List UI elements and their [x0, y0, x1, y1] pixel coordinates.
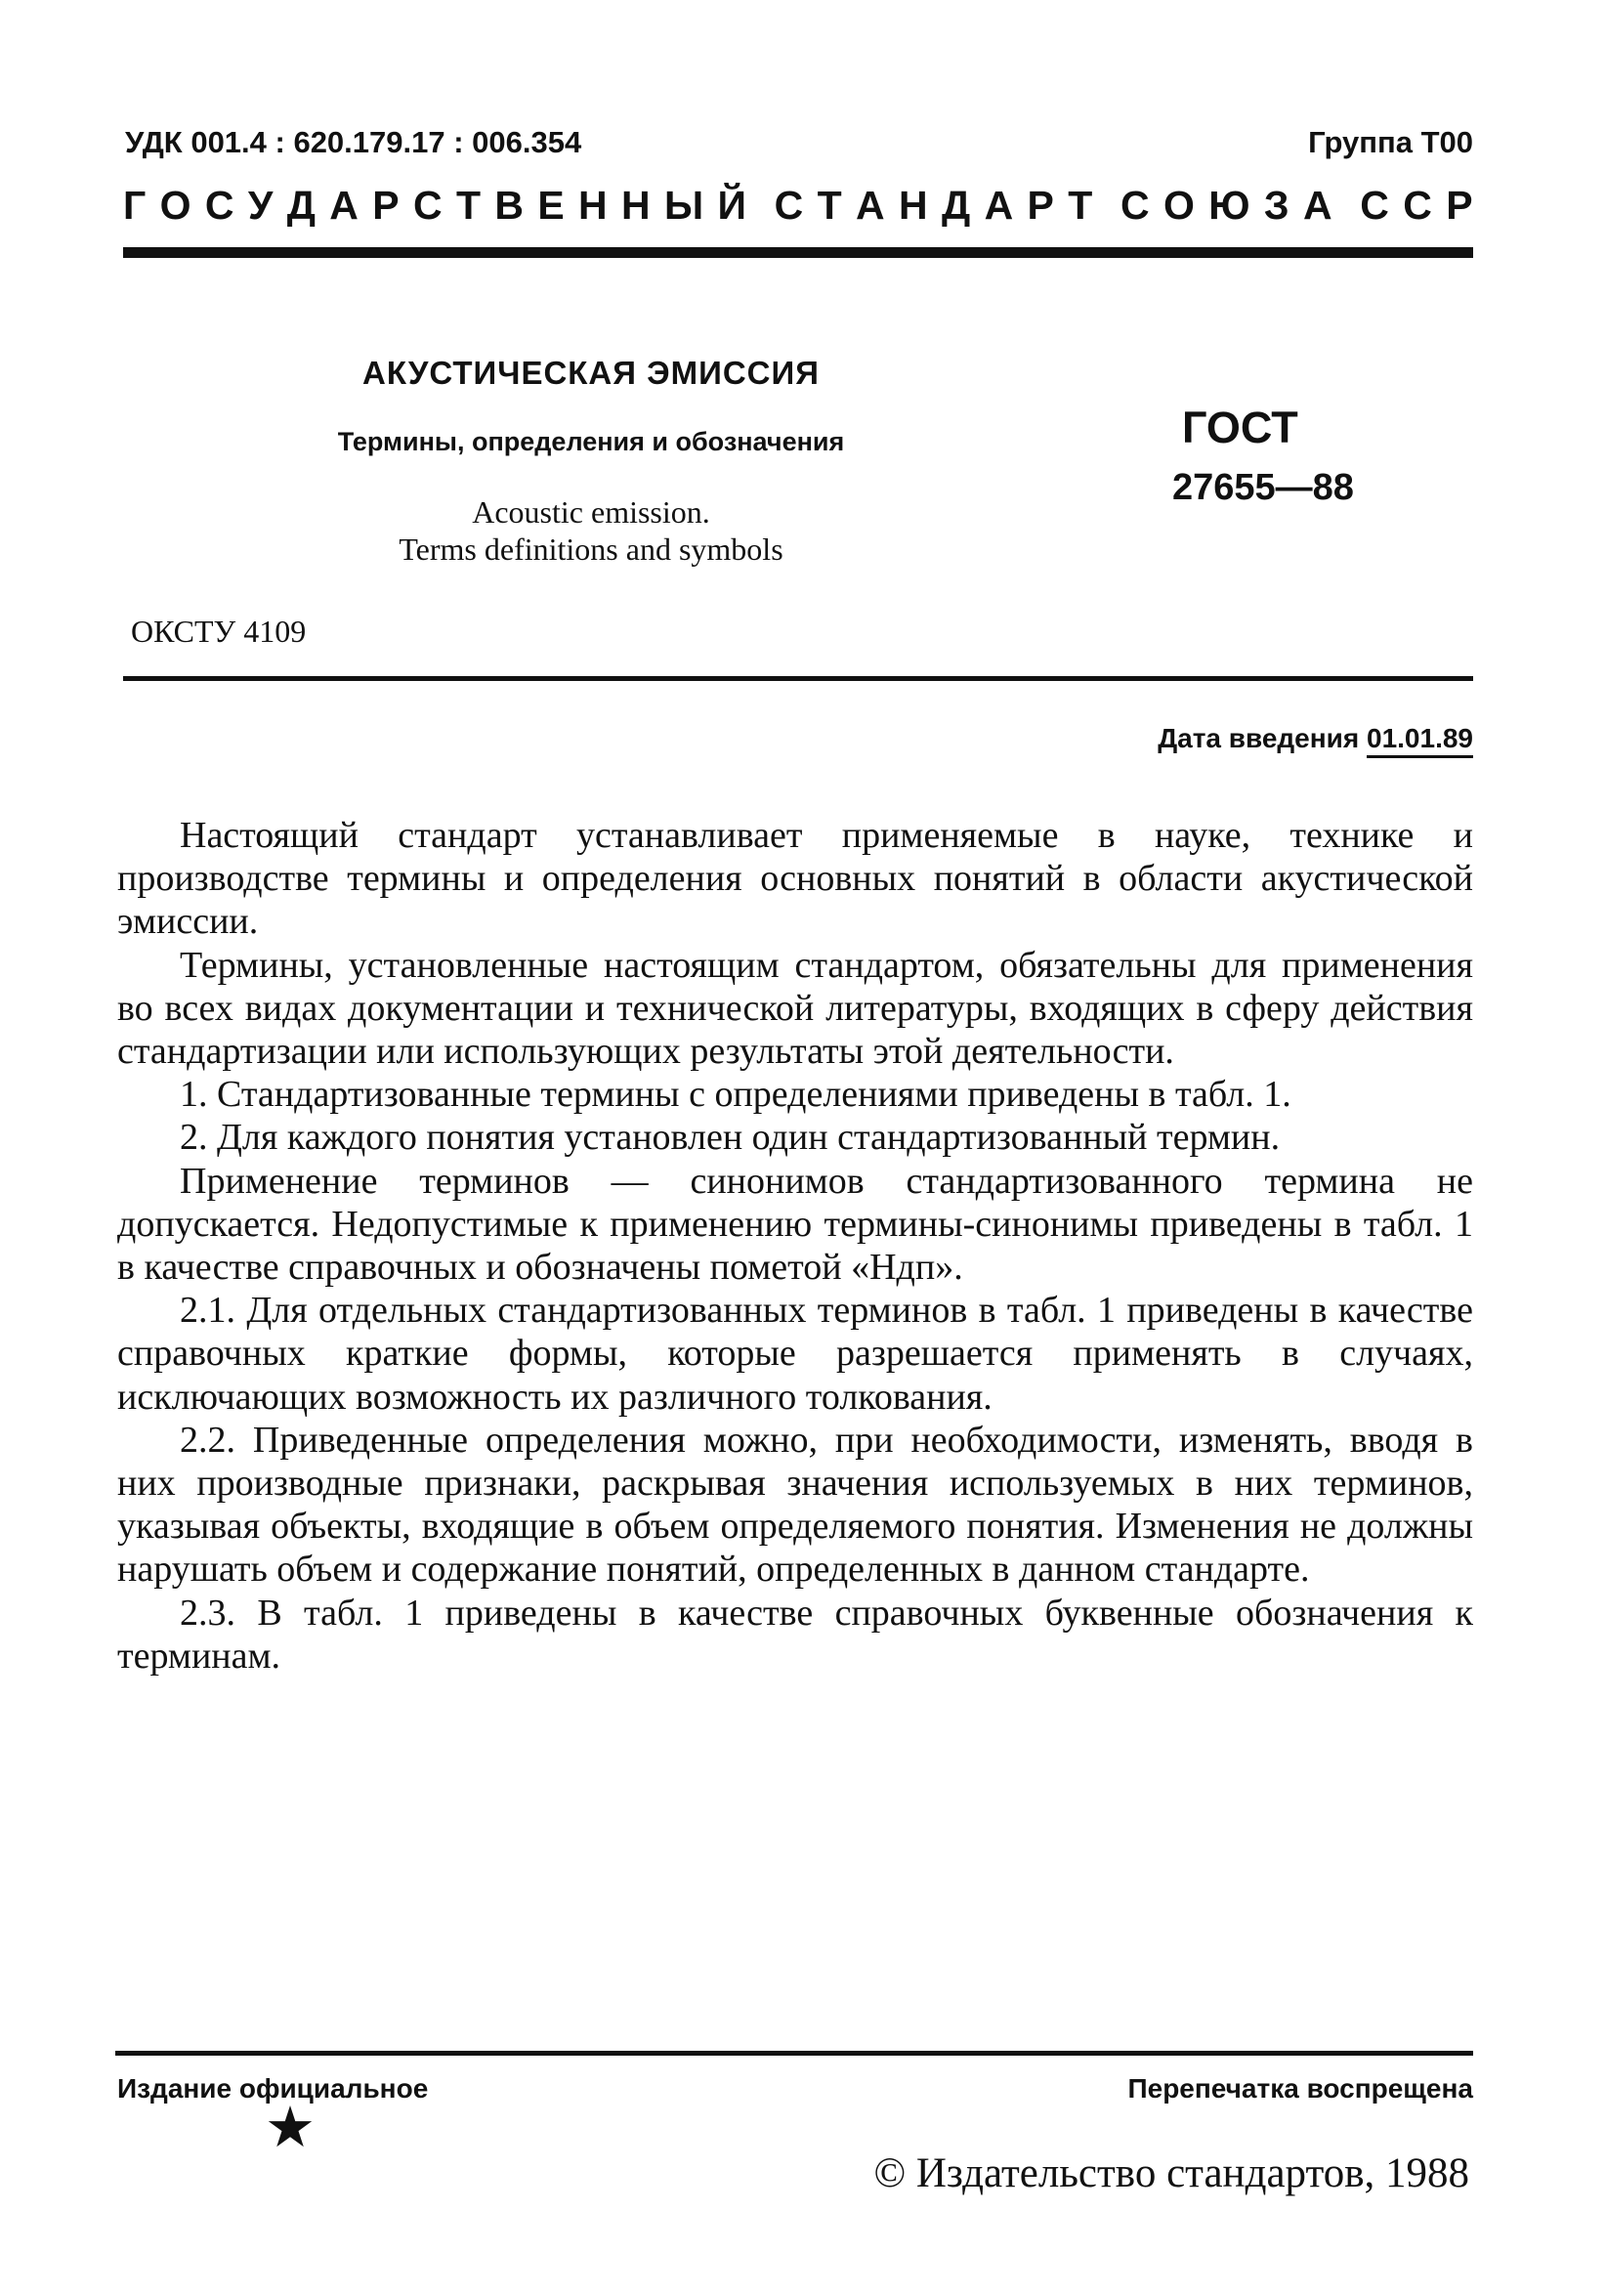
heading-letter: О	[1162, 183, 1195, 228]
english-title	[274, 493, 909, 568]
paragraph: 2.2. Приведенные определения можно, при необходимости, изменять, вводя в них производные признаки, раскрывая значения используемых в них терминов, указывая объекты, входящие в объем определяемого понятия. Изменения не должны нарушать объем и содержание понятий, определенных в данном стандарте.	[117, 1419, 1473, 1591]
heading-letter: А	[856, 183, 885, 228]
state-standard-heading	[123, 183, 1473, 229]
heading-letter: У	[247, 183, 274, 228]
copyright-notice: © Издательство стандартов, 1988	[873, 2150, 1469, 2196]
heading-letter: Н	[578, 183, 608, 228]
official-edition-label: Издание официальное	[117, 2073, 429, 2104]
heading-letter: Й	[717, 183, 746, 228]
heading-letter: Г	[123, 183, 147, 228]
introduction-date-value: 01.01.89	[1367, 723, 1473, 758]
english-title-line: Terms definitions and symbols	[399, 531, 783, 567]
heading-letter: Е	[537, 183, 565, 228]
heading-letter: Ю	[1208, 183, 1250, 228]
heading-letter: Д	[286, 183, 316, 228]
gost-number: 27655—88	[1172, 467, 1354, 508]
english-title-line: Acoustic emission.	[472, 494, 710, 530]
heading-letter: Ы	[663, 183, 704, 228]
group-code: Группа Т00	[1308, 125, 1473, 159]
paragraph: 2.3. В табл. 1 приведены в качестве справочных буквенные обозначения к терминам.	[117, 1592, 1473, 1677]
document-subtitle: Термины, определения и обозначения	[337, 427, 845, 456]
heading-letter: Д	[941, 183, 971, 228]
middle-divider	[123, 676, 1473, 681]
heading-letter: О	[159, 183, 191, 228]
paragraph: Настоящий стандарт устанавливает применяемые в науке, технике и производстве термины и определения основных понятий в области акустической эмиссии.	[117, 815, 1473, 943]
heading-letter: С	[1120, 183, 1150, 228]
heading-letter: Т	[1068, 183, 1093, 228]
document-title: АКУСТИЧЕСКАЯ ЭМИССИЯ	[362, 355, 820, 391]
heading-letter: Н	[899, 183, 928, 228]
heading-letter: Т	[817, 183, 842, 228]
heading-letter: С	[204, 183, 234, 228]
heading-letter: Р	[1027, 183, 1054, 228]
introduction-date	[1158, 723, 1473, 754]
heading-letter: С	[774, 183, 804, 228]
introduction-date-label: Дата введения	[1158, 723, 1360, 753]
heading-letter: А	[984, 183, 1014, 228]
gost-label: ГОСТ	[1182, 403, 1298, 452]
heading-letter: С	[412, 183, 443, 228]
star-icon: ★	[265, 2096, 316, 2159]
paragraph: 1. Стандартизованные термины с определениями приведены в табл. 1.	[180, 1074, 1291, 1116]
paragraph: Термины, установленные настоящим стандартом, обязательны для применения во всех видах документации и технической литературы, входящих в сферу действия стандартизации или использующих результаты этой деятельности.	[117, 944, 1473, 1073]
paragraph: 2. Для каждого понятия установлен один стандартизованный термин.	[180, 1117, 1281, 1159]
udk-code: УДК 001.4 : 620.179.17 : 006.354	[125, 125, 582, 159]
heading-letter: Р	[1446, 183, 1473, 228]
heading-letter: В	[494, 183, 524, 228]
heading-letter: Р	[372, 183, 400, 228]
heading-letter: А	[1302, 183, 1332, 228]
top-divider	[123, 247, 1473, 258]
bottom-divider	[115, 2051, 1473, 2056]
heading-letter: З	[1263, 183, 1289, 228]
paragraph: 2.1. Для отдельных стандартизованных терминов в табл. 1 приведены в качестве справочных краткие формы, которые разрешается применять в случаях, исключающих возможность их различного толкования.	[117, 1290, 1473, 1418]
heading-letter: С	[1360, 183, 1389, 228]
heading-letter: С	[1403, 183, 1432, 228]
body-text	[117, 814, 1473, 1678]
heading-letter: Н	[621, 183, 651, 228]
reprint-prohibited-label: Перепечатка воспрещена	[1127, 2073, 1473, 2104]
heading-letter: А	[329, 183, 359, 228]
okstu-code: ОКСТУ 4109	[131, 614, 307, 649]
heading-letter: Т	[455, 183, 481, 228]
paragraph: Применение терминов — синонимов стандартизованного термина не допускается. Недопустимые к применению термины-синонимы приведены в табл. 1 в качестве справочных и обозначены пометой «Ндп».	[117, 1160, 1473, 1289]
